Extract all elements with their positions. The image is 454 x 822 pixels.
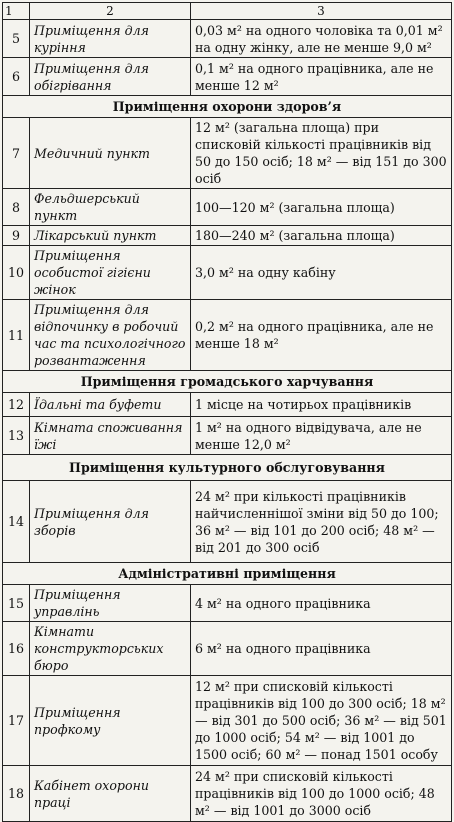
table-row [3, 58, 452, 96]
table-row [3, 676, 452, 766]
room-name: Кабінет охорони праці [30, 766, 191, 822]
row-number: 12 [3, 393, 30, 417]
row-number: 8 [3, 189, 30, 226]
row-number: 11 [3, 300, 30, 371]
table-row [3, 189, 452, 226]
area-norm: 1 м² на одного відвідувача, але не менше 12,0 м² [191, 417, 452, 455]
room-name: Приміщення особистої гігієни жінок [30, 246, 191, 300]
header-col-2: 2 [30, 3, 191, 20]
table-row [3, 226, 452, 246]
area-norm: 3,0 м² на одну кабіну [191, 246, 452, 300]
row-number: 14 [3, 481, 30, 563]
area-norm: 0,03 м² на одного чоловіка та 0,01 м² на одну жінку, але не менше 9,0 м² [191, 20, 452, 58]
row-number: 15 [3, 585, 30, 622]
room-name: Приміщення для куріння [30, 20, 191, 58]
section-row [3, 455, 452, 481]
section-row [3, 371, 452, 393]
row-number: 5 [3, 20, 30, 58]
table-row [3, 766, 452, 822]
section-title: Приміщення охорони здоров’я [3, 96, 452, 118]
table-row [3, 246, 452, 300]
table-row [3, 622, 452, 676]
table-row [3, 20, 452, 58]
room-name: Лікарський пункт [30, 226, 191, 246]
area-norm: 0,1 м² на одного працівника, але не менше 12 м² [191, 58, 452, 96]
area-norm: 12 м² (загальна площа) при списковій кількості працівників від 50 до 150 осіб; 18 м² — від 151 до 300 осіб [191, 118, 452, 189]
area-norm: 4 м² на одного працівника [191, 585, 452, 622]
area-norm: 1 місце на чотирьох працівників [191, 393, 452, 417]
row-number: 16 [3, 622, 30, 676]
row-number: 10 [3, 246, 30, 300]
row-number: 13 [3, 417, 30, 455]
table-row [3, 585, 452, 622]
row-number: 7 [3, 118, 30, 189]
section-row [3, 563, 452, 585]
header-col-1: 1 [3, 3, 30, 20]
table-header-row [3, 3, 452, 20]
area-norm: 24 м² при кількості працівників найчисленнішої зміни від 50 до 100; 36 м² — від 101 до 200 осіб; 48 м² — від 201 до 300 осіб [191, 481, 452, 563]
room-name: Медичний пункт [30, 118, 191, 189]
section-row [3, 96, 452, 118]
room-name: Приміщення для зборів [30, 481, 191, 563]
room-name: Приміщення управлінь [30, 585, 191, 622]
room-name: Фельдшерський пункт [30, 189, 191, 226]
table-row [3, 393, 452, 417]
norms-table [2, 2, 452, 822]
row-number: 17 [3, 676, 30, 766]
table-row [3, 417, 452, 455]
header-col-3: 3 [191, 3, 452, 20]
table-row [3, 481, 452, 563]
room-name: Кімната споживання їжі [30, 417, 191, 455]
room-name: Приміщення для відпочинку в робочий час та психологічного розвантаження [30, 300, 191, 371]
room-name: Приміщення профкому [30, 676, 191, 766]
area-norm: 180—240 м² (загальна площа) [191, 226, 452, 246]
section-title: Приміщення громадського харчування [3, 371, 452, 393]
area-norm: 24 м² при списковій кількості працівників від 100 до 1000 осіб; 48 м² — від 1001 до 3000 осіб [191, 766, 452, 822]
section-title: Адміністративні приміщення [3, 563, 452, 585]
section-title: Приміщення культурного обслуговування [3, 455, 452, 481]
table-row [3, 118, 452, 189]
row-number: 9 [3, 226, 30, 246]
room-name: Приміщення для обігрівання [30, 58, 191, 96]
room-name: Кімнати конструкторських бюро [30, 622, 191, 676]
room-name: Їдальні та буфети [30, 393, 191, 417]
area-norm: 100—120 м² (загальна площа) [191, 189, 452, 226]
area-norm: 0,2 м² на одного працівника, але не менше 18 м² [191, 300, 452, 371]
area-norm: 12 м² при списковій кількості працівників від 100 до 300 осіб; 18 м² — від 301 до 500 осіб; 36 м² — від 501 до 1000 осіб; 54 м² — від 1001 до 1500 осіб; 60 м² — понад 1501 особу [191, 676, 452, 766]
area-norm: 6 м² на одного працівника [191, 622, 452, 676]
row-number: 6 [3, 58, 30, 96]
row-number: 18 [3, 766, 30, 822]
table-row [3, 300, 452, 371]
